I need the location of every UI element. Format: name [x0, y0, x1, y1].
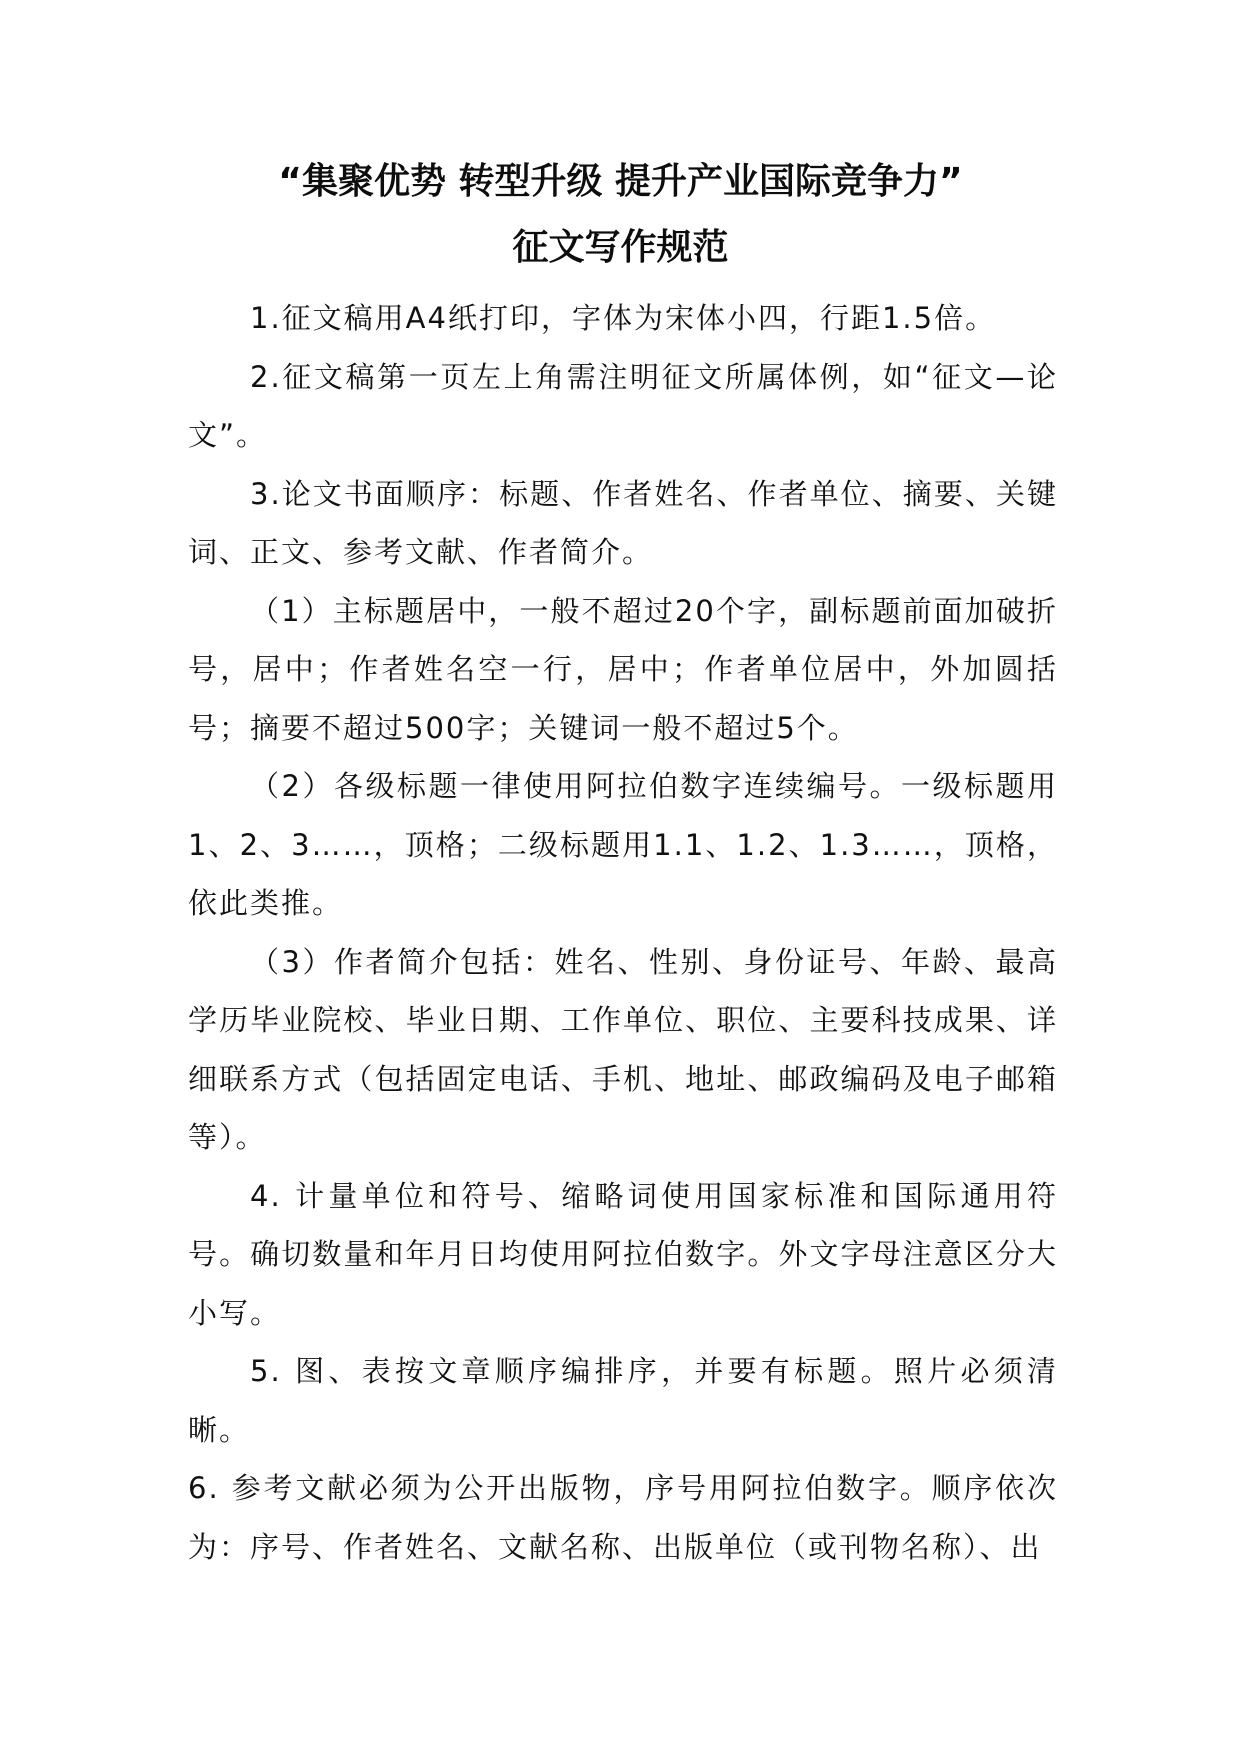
paragraph-1-paper-format: 1.征文稿用A4纸打印，字体为宋体小四，行距1.5倍。 — [250, 301, 997, 335]
paragraph-3-3-author-bio: （3）作者简介包括：姓名、性别、身份证号、年龄、最高学历毕业院校、毕业日期、工作单位、职位、主要科技成果、详细联系方式（包括固定电话、手机、地址、邮政编码及电子邮箱等）。 — [188, 944, 1058, 1154]
document-body — [188, 289, 1058, 1576]
paragraph-5-figures-tables: 5. 图、表按文章顺序编排序，并要有标题。照片必须清晰。 — [188, 1354, 1058, 1447]
document-title: “集聚优势 转型升级 提升产业国际竞争力” — [278, 161, 963, 202]
paragraph-3-paper-order: 3.论文书面顺序：标题、作者姓名、作者单位、摘要、关键词、正文、参考文献、作者简介。 — [188, 476, 1058, 569]
paragraph-6-references: 6. 参考文献必须为公开出版物，序号用阿拉伯数字。顺序依次为：序号、作者姓名、文献名称、出版单位（或刊物名称）、出 — [188, 1471, 1058, 1564]
document-subtitle: 征文写作规范 — [512, 227, 729, 268]
paragraph-4-units-symbols: 4. 计量单位和符号、缩略词使用国家标准和国际通用符号。确切数量和年月日均使用阿拉伯数字。外文字母注意区分大小写。 — [188, 1178, 1058, 1330]
paragraph-3-2-heading-numbering: （2）各级标题一律使用阿拉伯数字连续编号。一级标题用1、2、3……，顶格；二级标题用1.1、1.2、1.3……，顶格，依此类推。 — [188, 769, 1058, 920]
paragraph-3-1-title-rules: （1）主标题居中，一般不超过20个字，副标题前面加破折号，居中；作者姓名空一行，居中；作者单位居中，外加圆括号；摘要不超过500字；关键词一般不超过5个。 — [188, 593, 1058, 745]
paragraph-2-genre-label: 2.征文稿第一页左上角需注明征文所属体例，如“征文—论文”。 — [188, 359, 1058, 452]
